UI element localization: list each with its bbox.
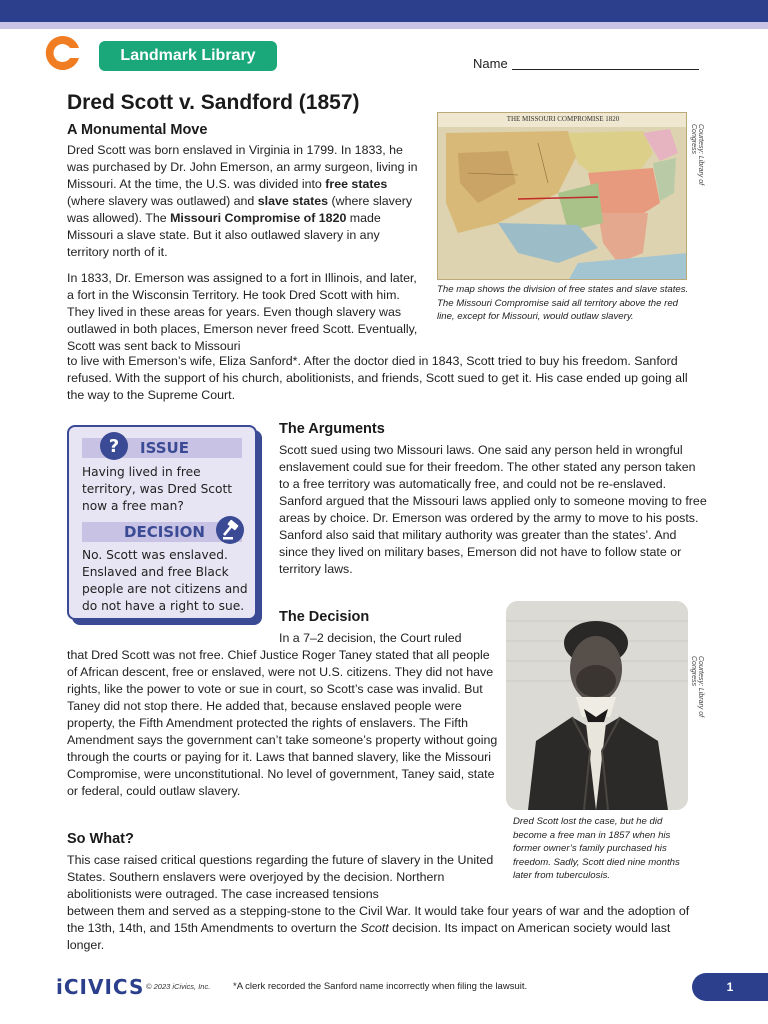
dred-scott-portrait	[506, 601, 688, 810]
missouri-compromise-map	[437, 112, 687, 280]
copyright: © 2023 iCivics, Inc.	[146, 982, 211, 991]
issue-label: ISSUE	[140, 439, 189, 457]
so-what-text-top: This case raised critical questions regarding the future of slavery in the United States. Southern enslavers were overjoyed by the decision. Northern abolitionists were outraged. The case increased tensions	[67, 853, 494, 901]
map-caption: The map shows the division of free states and slave states. The Missouri Compromise said all territory above the red line, except for Missouri, would outlaw slavery.	[437, 284, 689, 322]
svg-text:?: ?	[108, 436, 120, 457]
section-heading-arguments: The Arguments	[279, 421, 385, 437]
top-accent-bar	[0, 22, 768, 29]
footnote: *A clerk recorded the Sanford name incorrectly when filing the lawsuit.	[233, 981, 528, 992]
name-underline	[512, 69, 699, 70]
gavel-icon	[215, 515, 245, 545]
section-heading-decision: The Decision	[279, 609, 370, 625]
decision-text: that Dred Scott was not free. Chief Justice Roger Taney stated that all people of African descent, free or enslaved, were not U.S. citizens. They did not have rights, like the power to vote or sue in court, so Scott’s case was invalid. But Taney did not stop there. He added that, because enslaved people were property, the Fifth Amendment protected the rights of enslavers. The Fifth Amendment says the government can’t take someone’s property without going through the courts or paying for it. Laws that banned slavery, like the Missouri Compromise, were unconstitutional. No level of government, Taney said, state or federal, could outlaw slavery.	[67, 648, 498, 798]
paragraph-1: Dred Scott was born enslaved in Virginia in 1799. In 1833, he was purchased by Dr. John Emerson, an army surgeon, living in Missouri. At the time, the U.S. was divided into free states (where slavery was outlawed) and slave states (where slavery was allowed). The Missouri Compromise of 1820 made Missouri a slave state. But it also outlawed slavery in any territory north of it.	[67, 143, 418, 259]
portrait-credit: Courtesy: Library of Congress	[690, 656, 704, 718]
so-what-text-full: between them and served as a stepping-stone to the Civil War. It would take four years of war and the adoption of the 13th, 14th, and 15th Amendments to overturn the Scott decision. Its impact on American society would last longer.	[67, 904, 690, 952]
section-heading-so-what: So What?	[67, 831, 134, 847]
paragraph-2-top: In 1833, Dr. Emerson was assigned to a fort in Illinois, and later, a fort in the Wisconsin Territory. He took Dred Scott with him. They lived in these areas for years. Even though slavery was outlawed in both places, Emerson never freed Scott. Eventually, Scott was sent back to Missouri	[67, 271, 418, 353]
paragraph-2-full: to live with Emerson’s wife, Eliza Sanford*. After the doctor died in 1843, Scott tried to buy his freedom. Sanford refused. With the support of his church, abolitionists, and friends, Scott sued to get it. His case ended up going all the way to the Supreme Court.	[67, 354, 688, 402]
arguments-text: Scott sued using two Missouri laws. One said any person held in wrongful enslavement could sue for their freedom. The other stated any person taken to a free territory was automatically free, and could not be re-enslaved. Sanford argued that the Missouri laws applied only to someone moving to free areas by choice. Dr. Emerson was ordered by the army to move to his posts. Sanford also said that military authority was greater than the states’. And since they lived on military bases, Emerson did not have to follow state or territory laws.	[279, 443, 707, 576]
page-title: Dred Scott v. Sandford (1857)	[67, 91, 360, 114]
decision-label: DECISION	[124, 523, 205, 541]
decision-text: No. Scott was enslaved. Enslaved and free Black people are not citizens and do not have a right to sue.	[82, 548, 248, 613]
landmark-library-badge: Landmark Library	[99, 41, 277, 71]
map-credit: Courtesy: Library of Congress	[690, 124, 704, 186]
map-title: THE MISSOURI COMPROMISE 1820	[506, 115, 620, 123]
issue-decision-box	[67, 425, 257, 620]
issue-text: Having lived in free territory, was Dred Scott now a free man?	[82, 465, 233, 513]
icivics-logo-icon	[42, 33, 82, 73]
decision-first-line: In a 7–2 decision, the Court ruled	[279, 631, 462, 645]
name-label: Name	[473, 56, 508, 71]
icivics-footer-logo: iCIVICS	[56, 975, 145, 999]
page-number: 1	[692, 973, 768, 1001]
name-field[interactable]	[473, 56, 699, 71]
portrait-caption: Dred Scott lost the case, but he did become a free man in 1857 when his former owner’s family purchased his freedom. Sadly, Scott died nine months later from tuberculosis.	[513, 816, 680, 881]
section-heading-monumental-move: A Monumental Move	[67, 122, 208, 138]
top-bar	[0, 0, 768, 22]
question-icon	[99, 431, 129, 461]
